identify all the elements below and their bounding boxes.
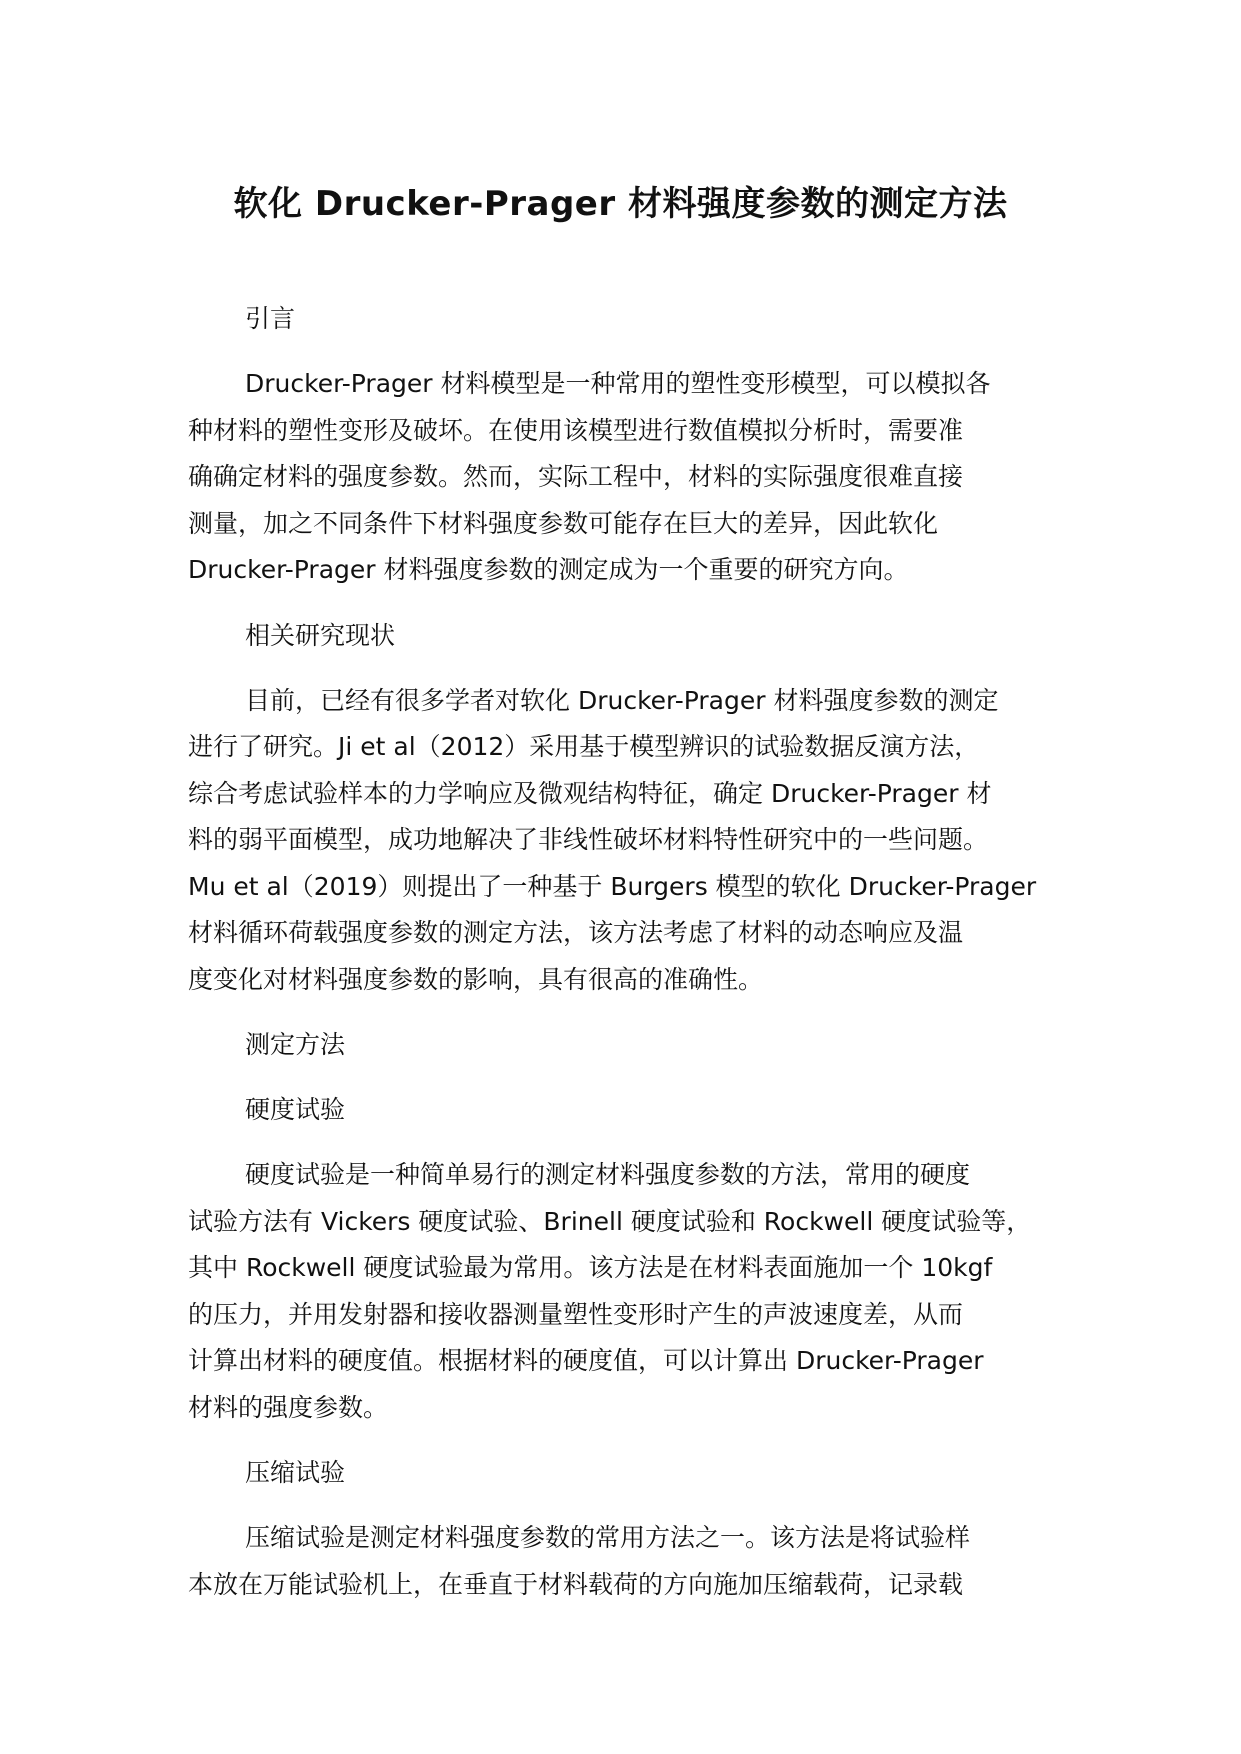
document-title: 软化 Drucker-Prager 材料强度参数的测定方法	[233, 184, 1008, 224]
paragraph-line: 材料的强度参数。	[188, 1392, 389, 1422]
section-heading-related-work: 相关研究现状	[245, 620, 396, 650]
paragraph-line: 综合考虑试验样本的力学响应及微观结构特征，确定 Drucker-Prager 材	[188, 778, 992, 808]
paragraph-line: 材料循环荷载强度参数的测定方法，该方法考虑了材料的动态响应及温	[188, 918, 964, 947]
paragraph-line: 的压力，并用发射器和接收器测量塑性变形时产生的声波速度差，从而	[188, 1299, 964, 1329]
paragraph-line: 硬度试验是一种简单易行的测定材料强度参数的方法，常用的硬度	[245, 1160, 971, 1189]
paragraph-compression-test	[188, 1515, 1058, 1608]
paragraph-line: Drucker-Prager 材料强度参数的测定成为一个重要的研究方向。	[188, 555, 909, 584]
paragraph-introduction	[188, 361, 1058, 594]
paragraph-line: 试验方法有 Vickers 硬度试验、Brinell 硬度试验和 Rockwell 硬度试验等，	[188, 1206, 1032, 1236]
paragraph-related-work	[188, 678, 1058, 1004]
paragraph-line: 其中 Rockwell 硬度试验最为常用。该方法是在材料表面施加一个 10kgf	[188, 1253, 993, 1282]
paragraph-line: 压缩试验是测定材料强度参数的常用方法之一。该方法是将试验样	[245, 1523, 971, 1552]
paragraph-line: 目前，已经有很多学者对软化 Drucker-Prager 材料强度参数的测定	[245, 685, 999, 715]
paragraph-line: 种材料的塑性变形及破坏。在使用该模型进行数值模拟分析时，需要准	[188, 415, 964, 445]
paragraph-hardness-test	[188, 1152, 1058, 1431]
document-body	[188, 296, 1058, 1627]
paragraph-line: Mu et al（2019）则提出了一种基于 Burgers 模型的软化 Drucker-Prager	[188, 871, 1037, 901]
paragraph-line: 测量，加之不同条件下材料强度参数可能存在巨大的差异，因此软化	[188, 508, 939, 538]
subsection-heading-compression-test: 压缩试验	[245, 1458, 346, 1487]
section-heading-methods: 测定方法	[245, 1030, 346, 1059]
paragraph-line: 本放在万能试验机上，在垂直于材料载荷的方向施加压缩载荷，记录载	[188, 1569, 964, 1599]
paragraph-line: Drucker-Prager 材料模型是一种常用的塑性变形模型，可以模拟各	[245, 369, 991, 398]
paragraph-line: 料的弱平面模型，成功地解决了非线性破坏材料特性研究中的一些问题。	[188, 825, 989, 854]
section-heading-introduction: 引言	[245, 304, 296, 333]
paragraph-line: 确确定材料的强度参数。然而，实际工程中，材料的实际强度很难直接	[188, 462, 964, 491]
paragraph-line: 计算出材料的硬度值。根据材料的硬度值，可以计算出 Drucker-Prager	[188, 1346, 984, 1375]
paragraph-line: 度变化对材料强度参数的影响，具有很高的准确性。	[188, 964, 764, 994]
paragraph-line: 进行了研究。Ji et al（2012）采用基于模型辨识的试验数据反演方法，	[188, 732, 980, 761]
subsection-heading-hardness-test: 硬度试验	[245, 1095, 346, 1124]
